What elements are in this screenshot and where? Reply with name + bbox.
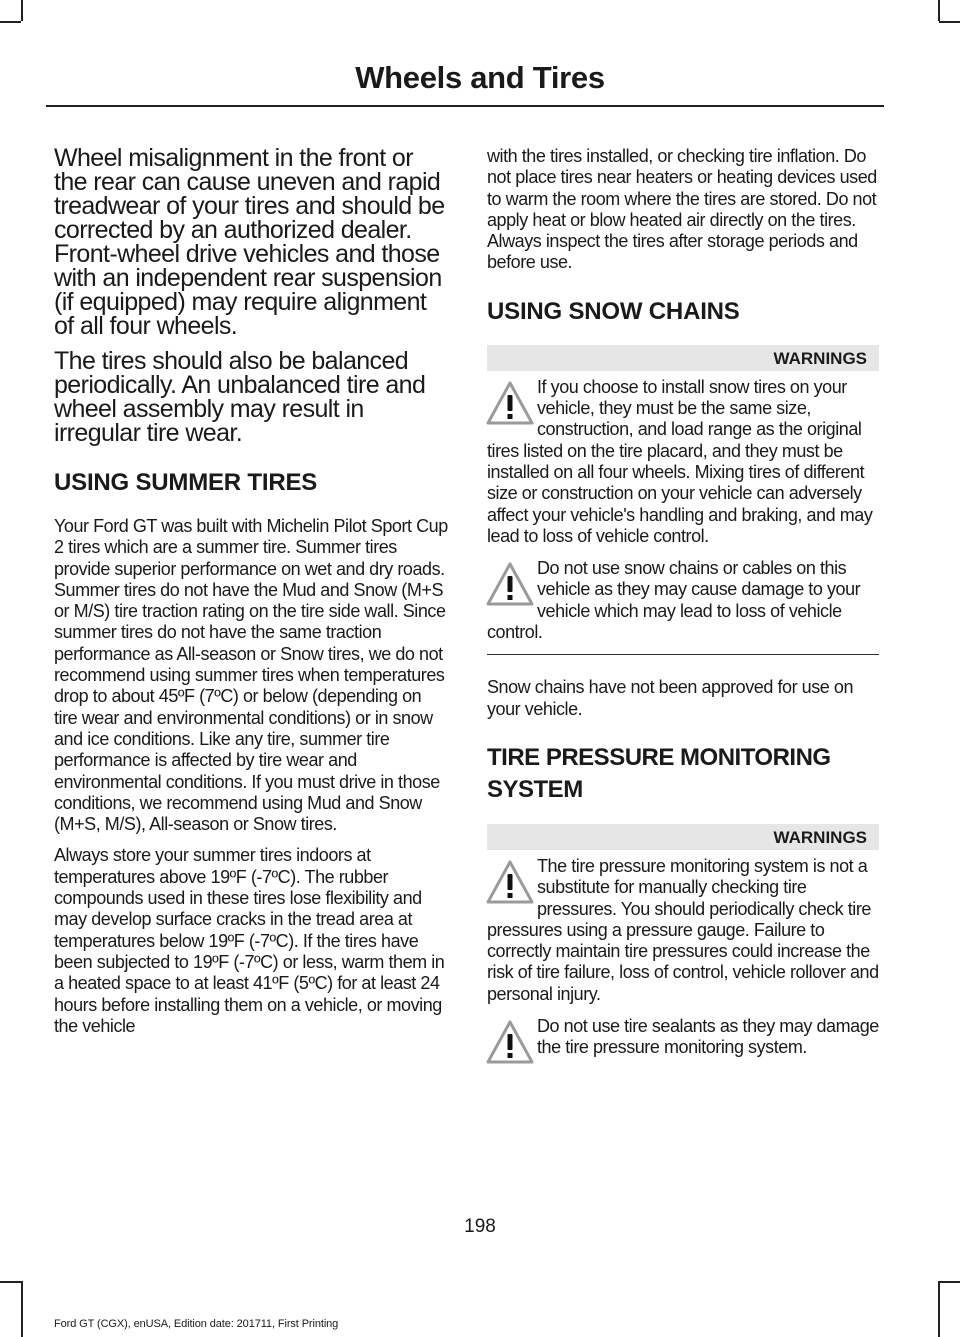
header-divider bbox=[46, 105, 884, 107]
warning-item bbox=[487, 856, 879, 1005]
warning-triangle-icon bbox=[485, 560, 535, 620]
summer-tires-heading: USING SUMMER TIRES bbox=[54, 469, 318, 496]
crop-mark bbox=[939, 1281, 960, 1283]
edition-footer: Ford GT (CGX), enUSA, Edition date: 201711, First Printing bbox=[54, 1318, 339, 1330]
warning-triangle-icon bbox=[485, 1018, 535, 1078]
warnings-header: WARNINGS bbox=[487, 345, 879, 371]
warning-triangle-icon bbox=[485, 858, 535, 918]
warning-item bbox=[487, 1016, 879, 1059]
right-column bbox=[487, 146, 879, 1078]
crop-mark bbox=[938, 0, 940, 21]
page-title: Wheels and Tires bbox=[355, 60, 605, 95]
tpms-heading-line-1: TIRE PRESSURE MONITORING bbox=[487, 743, 831, 771]
warning-item bbox=[487, 558, 879, 643]
crop-mark bbox=[21, 0, 23, 21]
crop-mark bbox=[21, 1281, 23, 1337]
warning-text: Do not use tire sealants as they may damage the tire pressure monitoring system. bbox=[537, 1016, 879, 1058]
snow-chains-heading: USING SNOW CHAINS bbox=[487, 297, 740, 325]
left-column bbox=[54, 146, 448, 1047]
balance-paragraph: The tires should also be balanced periodically. An unbalanced tire and wheel assembly may result in irregular tire wear. bbox=[54, 347, 426, 447]
crop-mark bbox=[0, 21, 21, 23]
warnings-header: WARNINGS bbox=[487, 824, 879, 850]
warning-item bbox=[487, 377, 879, 547]
tpms-heading-line-2: SYSTEM bbox=[487, 775, 583, 803]
warning-triangle-icon bbox=[485, 379, 535, 439]
snow-chains-note: Snow chains have not been approved for use on your vehicle. bbox=[487, 677, 854, 719]
crop-mark bbox=[938, 1281, 940, 1337]
tpms-heading bbox=[487, 742, 879, 806]
warning-text: The tire pressure monitoring system is not a substitute for manually checking tire pressures. You should periodically check tire pressures using a pressure gauge. Failure to correctly maintain tire pressures could increase the risk of tire failure, loss of control, vehicle rollover and personal injury. bbox=[487, 855, 879, 1004]
warning-text: If you choose to install snow tires on your vehicle, they must be the same size, construction, and load range as the original tires listed on the tire placard, and they must be installed on all four wheels. Mixing tires of different size or construction on your vehicle can adversely affect your vehicle's handling and braking, and may lead to loss of vehicle control. bbox=[487, 376, 873, 546]
summer-tires-paragraph: Your Ford GT was built with Michelin Pilot Sport Cup 2 tires which are a summer tire. Summer tires provide superior performance on wet and dry roads. Summer tires do not have the Mud and Snow (M+S or M/S) tire traction rating on the tire side wall. Since summer tires do not have the same traction performance as All-season or Snow tires, we do not recommend using summer tires when temperatures drop to about 45ºF (7ºC) or below (depending on tire wear and environmental conditions) or in snow and ice conditions. Like any tire, summer tire performance is affected by tire wear and environmental conditions. If you must drive in those conditions, we recommend using Mud and Snow (M+S, M/S), All-season or Snow tires. bbox=[54, 516, 448, 835]
warning-text: Do not use snow chains or cables on this vehicle as they may cause damage to your vehicle which may lead to loss of vehicle control. bbox=[487, 558, 861, 643]
crop-mark bbox=[0, 1281, 21, 1283]
page-number: 198 bbox=[464, 1216, 496, 1237]
alignment-paragraph: Wheel misalignment in the front or the rear can cause uneven and rapid treadwear of your tires and should be corrected by an authorized dealer. Front-wheel drive vehicles and those with an independent rear suspension (if equipped) may require alignment of all four wheels. bbox=[54, 144, 445, 340]
warnings-divider bbox=[487, 654, 879, 655]
summer-storage-paragraph: Always store your summer tires indoors at temperatures above 19ºF (-7ºC). The rubber compounds used in these tires lose flexibility and may develop surface cracks in the tread area at temperatures below 19ºF (-7ºC). If the tires have been subjected to 19ºF (-7ºC) or less, warm them in a heated space to at least 41ºF (5ºC) for at least 24 hours before installing them on a vehicle, or moving the vehicle bbox=[54, 845, 445, 1036]
storage-continued-paragraph: with the tires installed, or checking tire inflation. Do not place tires near heaters or heating devices used to warm the room where the tires are stored. Do not apply heat or blow heated air directly on the tires. Always inspect the tires after storage periods and before use. bbox=[487, 146, 877, 273]
crop-mark bbox=[939, 21, 960, 23]
